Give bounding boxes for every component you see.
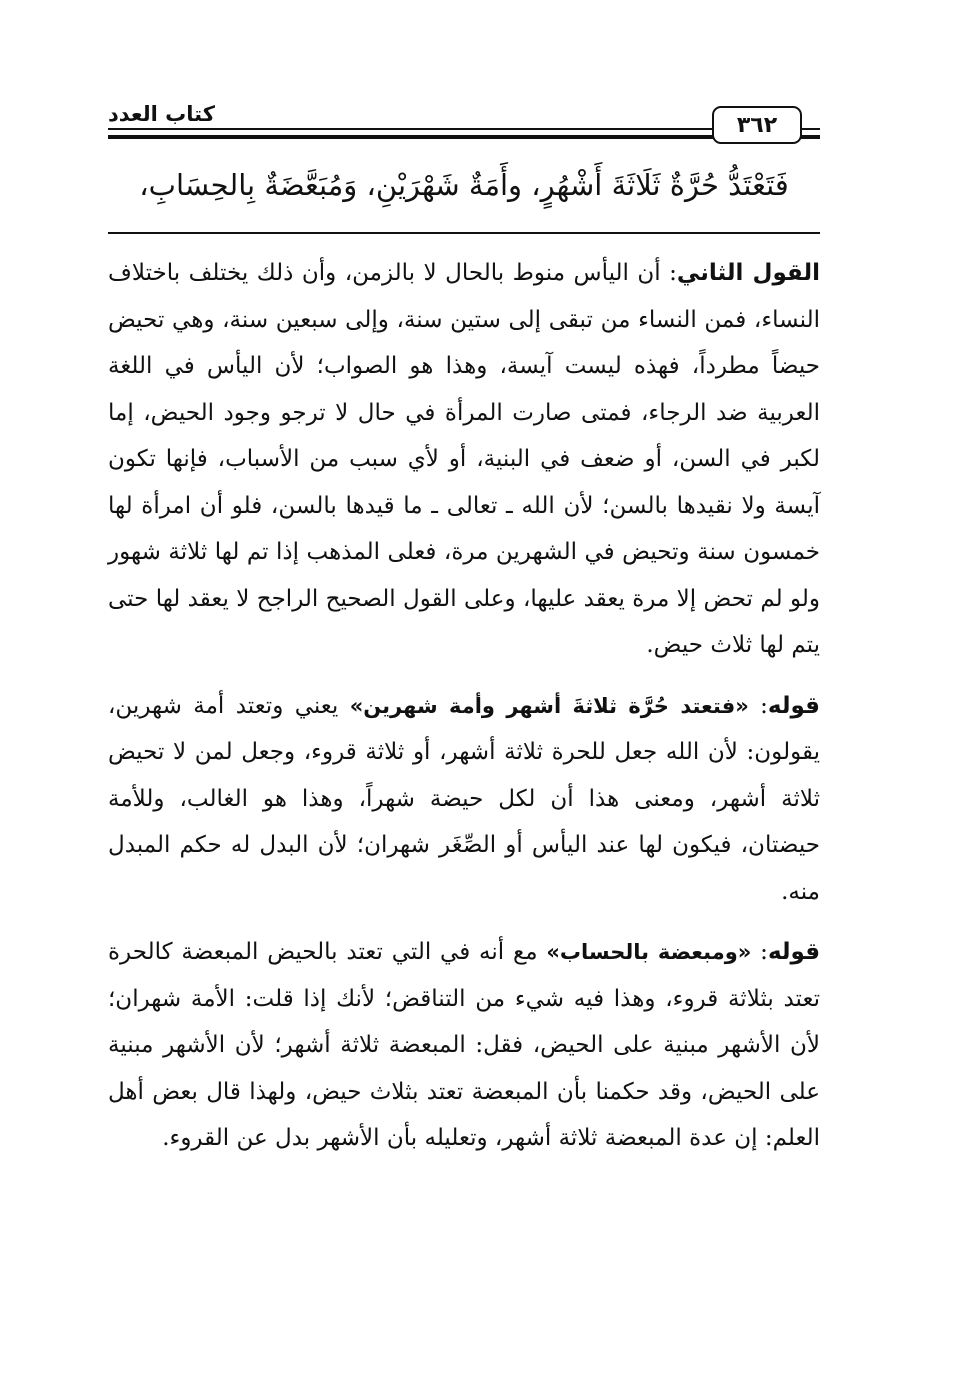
paragraph-lead: قوله (767, 692, 820, 719)
page-number: ٣٦٢ (712, 106, 802, 144)
quoted-matn: «ومبعضة بالحساب» (546, 940, 752, 964)
paragraph-lead: القول الثاني (676, 260, 821, 286)
paragraph (108, 683, 820, 916)
paragraph-separator: : (660, 260, 677, 286)
page-header (108, 100, 820, 150)
paragraph-separator: : (748, 692, 768, 719)
paragraph-separator: : (751, 939, 768, 965)
paragraph (108, 250, 820, 669)
matn-divider (108, 232, 820, 234)
paragraph (108, 929, 820, 1162)
paragraph-lead: قوله (767, 939, 821, 965)
matn-text: فَتَعْتَدُّ حُرَّةٌ ثَلَاثَةَ أَشْهُرٍ، وأَمَةٌ شَهْرَيْنِ، وَمُبَعَّضَةٌ بِالحِسَابِ، (139, 168, 789, 202)
commentary-body (108, 250, 820, 1162)
quoted-matn: «فتعتد حُرَّة ثلاثةَ أشهر وأمة شهرين» (349, 693, 749, 718)
paragraph-text: أن اليأس منوط بالحال لا بالزمن، وأن ذلك يختلف باختلاف النساء، فمن النساء من تبقى إلى ستين سنة، وإلى سبعين سنة، وهي تحيض حيضاً مطرداً، فهذه ليست آيسة، وهذا هو الصواب؛ لأن اليأس في اللغة العربية ضد الرجاء، فمتى صارت المرأة في حال لا ترجو وجود الحيض، إما لكبر في السن، أو ضعف في البنية، أو لأي سبب من الأسباب، فإنها تكون آيسة ولا نقيدها بالسن؛ لأن الله ـ تعالى ـ ما قيدها بالسن، فلو أن امرأة لها خمسون سنة وتحيض في الشهرين مرة، فعلى المذهب إذا تم لها ثلاثة شهور ولو لم تحض إلا مرة يعقد عليها، وعلى القول الصحيح الراجح لا يعقد لها حتى يتم لها ثلاث حيض. (108, 260, 820, 658)
paragraph-text: يعني وتعتد أمة شهرين، يقولون: لأن الله جعل للحرة ثلاثة أشهر، أو ثلاثة قروء، وجعل لمن لا تحيض ثلاثة أشهر، ومعنى هذا أن لكل حيضة شهراً، وهذا هو الغالب، وللأمة حيضتان، فيكون لها عند اليأس أو الصِّغَر شهران؛ لأن البدل له حكم المبدل منه. (108, 692, 820, 905)
running-title: كتاب العدد (108, 102, 215, 126)
paragraph-text: مع أنه في التي تعتد بالحيض المبعضة كالحرة تعتد بثلاثة قروء، وهذا فيه شيء من التناقض؛ لأنك إذا قلت: الأمة شهران؛ لأن الأشهر مبنية على الحيض، فقل: المبعضة ثلاثة أشهر؛ لأن الأشهر مبنية على الحيض، وقد حكمنا بأن المبعضة تعتد بثلاث حيض، ولهذا قال بعض أهل العلم: إن عدة المبعضة ثلاثة أشهر، وتعليله بأن الأشهر بدل عن القروء. (108, 939, 820, 1151)
